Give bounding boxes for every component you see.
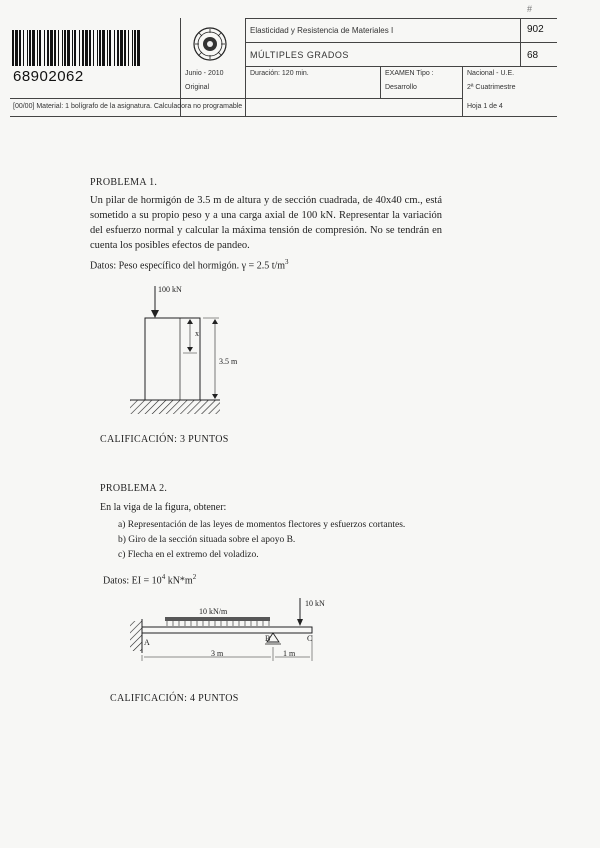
exam-scope: Nacional - U.E. — [467, 70, 515, 77]
subject-code: 902 — [527, 24, 544, 35]
beam-figure — [125, 595, 355, 675]
column-figure — [125, 278, 265, 423]
problem2-data-mid: = 10 — [141, 575, 162, 587]
problem1-statement: Un pilar de hormigón de 3.5 m de altura y de sección cuadrada, de 40x40 cm., está sometido a su propio peso y a una carga axial de 100 kN. Representar la variación del esfuerzo normal y calcular la máxima tensión de compresión. No se tendrán en cuenta los posibles efectos de pandeo. — [90, 195, 442, 251]
exam-version: Original — [185, 84, 210, 91]
exam-duration: Duración: 120 min. — [250, 70, 309, 77]
column-shape — [145, 318, 200, 400]
page-number: Hoja 1 de 4 — [467, 103, 503, 110]
column-x-label: x — [195, 329, 199, 338]
fixed-support — [130, 621, 142, 651]
problem2-data-exp2: 2 — [192, 573, 197, 581]
problem2-title: PROBLEMA 2. — [100, 483, 168, 494]
exam-week: 2ª Cuatrimestre — [467, 84, 516, 91]
problem2-data — [103, 573, 196, 586]
career-code: 68 — [527, 50, 539, 61]
problem2-data-prefix: Datos: EI — [103, 575, 142, 587]
problem1-data-exponent: 3 — [285, 258, 289, 266]
problem1-title: PROBLEMA 1. — [90, 177, 158, 188]
exam-type: MÚLTIPLES GRADOS — [250, 50, 349, 60]
exam-date: Junio - 2010 — [185, 70, 224, 77]
exam-mode: Desarrollo — [385, 84, 417, 91]
exam-model: EXAMEN Tipo : — [385, 70, 434, 77]
material-note: [00/00] Material: 1 bolígrafo de la asignatura. Calculadora no programable — [13, 103, 243, 110]
problem2-item-a: a) Representación de las leyes de momentos flectores y esfuerzos cortantes. — [118, 520, 406, 530]
beam-shape — [142, 627, 312, 633]
problem1-data-text: Datos: Peso específico del hormigón. γ = 2.5 t/m — [90, 260, 286, 272]
distributed-load-arrows — [167, 621, 269, 626]
beam-point-a: A — [144, 638, 150, 647]
subject-name: Elasticidad y Resistencia de Materiales I — [250, 26, 394, 35]
column-height-label: 3.5 m — [219, 357, 238, 366]
problem2-data-suffix: kN*m — [165, 575, 193, 587]
beam-span-label: 3 m — [211, 649, 224, 658]
distributed-load-band — [165, 617, 270, 621]
corner-mark: # — [527, 4, 533, 14]
problem2-grade: CALIFICACIÓN: 4 PUNTOS — [110, 693, 239, 704]
problem2-data-exp1: 4 — [161, 573, 166, 581]
problem1-grade: CALIFICACIÓN: 3 PUNTOS — [100, 434, 229, 445]
university-seal-icon — [192, 26, 228, 62]
problem2-intro: En la viga de la figura, obtener: — [100, 502, 227, 513]
barcode — [12, 30, 142, 66]
problem1-data — [90, 258, 289, 271]
problem2-item-b: b) Giro de la sección situada sobre el apoyo B. — [118, 535, 296, 545]
beam-point-load-label: 10 kN — [305, 599, 325, 608]
beam-overhang-label: 1 m — [283, 649, 296, 658]
beam-dist-load-label: 10 kN/m — [199, 607, 228, 616]
barcode-number: 68902062 — [13, 68, 84, 85]
problem2-item-c: c) Flecha en el extremo del voladizo. — [118, 550, 259, 560]
beam-point-c: C — [307, 634, 313, 643]
column-load-label: 100 kN — [158, 285, 182, 294]
beam-point-b: B — [265, 634, 271, 643]
ground-support — [130, 400, 220, 414]
